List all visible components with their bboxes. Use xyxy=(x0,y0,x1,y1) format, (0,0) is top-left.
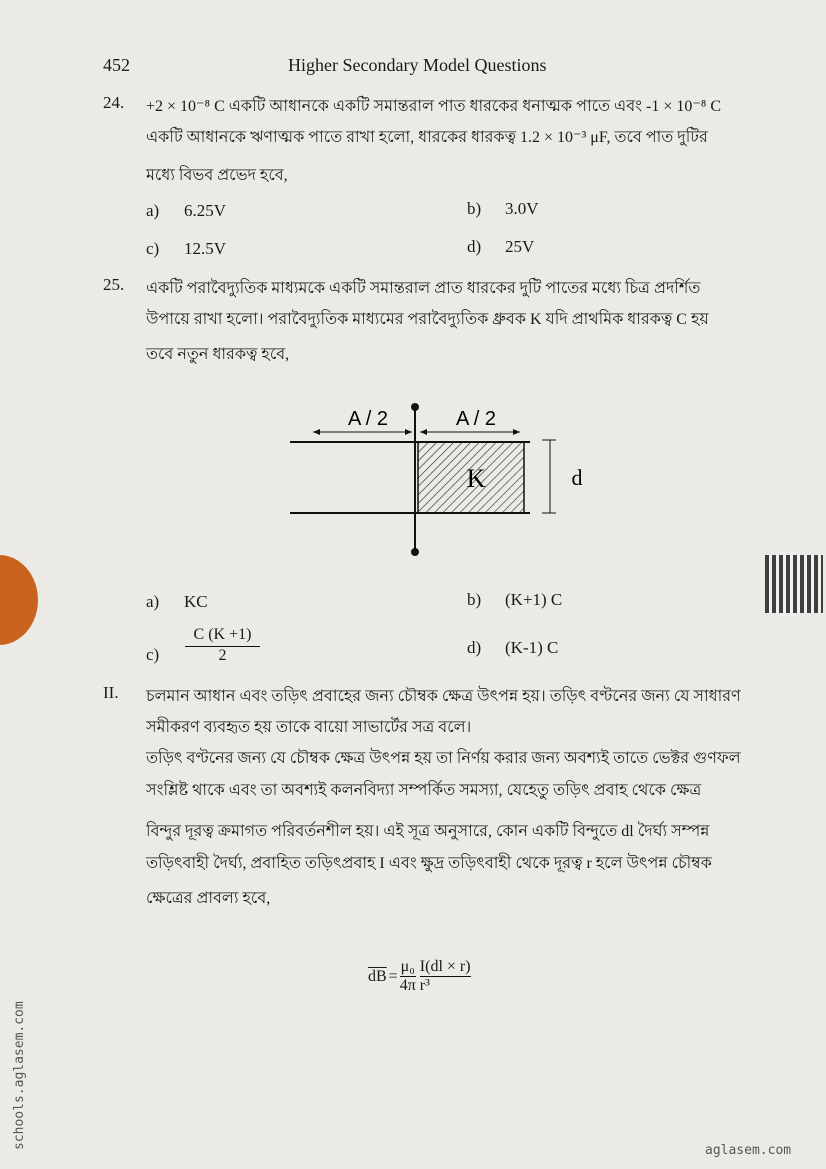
option-c-fraction: C (K +1) 2 xyxy=(185,626,260,665)
capacitor-diagram xyxy=(280,395,600,565)
option-c: c) xyxy=(146,645,160,664)
question-number: 24. xyxy=(103,93,125,112)
biot-savart-formula: $\overline{dB}$ = $\frac{\text{μ₀}}{4\pi}$ I(dl × r) r³ xyxy=(368,958,471,994)
paragraph-text: সংশ্লিষ্ট থাকে এবং তা অবশ্যই কলনবিদ্যা সম্পর্কিত সমস্যা, যেহেতু তড়িৎ প্রবাহ থেকে ক্ষেত্র xyxy=(146,782,702,799)
gap-label: d xyxy=(571,465,583,490)
bottom-watermark: aglasem.com xyxy=(705,1143,792,1158)
paragraph-text: তড়িৎ বণ্টনের জন্য যে চৌম্বক ক্ষেত্র উৎপন্ন হয় তা নির্ণয় করার জন্য অবশ্যই তাতে ভেক্টর গুণফল xyxy=(146,750,741,767)
question-text: তবে নতুন ধারকত্ব হবে, xyxy=(146,346,290,363)
paragraph-text: ক্ষেত্রের প্রাবল্য হবে, xyxy=(146,890,271,907)
qr-code xyxy=(765,555,823,613)
question-text: +2 × 10⁻⁸ C একটি আধানকে একটি সমান্তরাল পাত ধারকের ধনাত্মক পাতে এবং -1 × 10⁻⁸ C xyxy=(146,98,722,115)
option-a: a) KC xyxy=(146,592,208,611)
option-a: a) 6.25V xyxy=(146,201,227,220)
right-area-label: A / 2 xyxy=(455,408,497,430)
option-b: b) (K+1) C xyxy=(467,590,563,609)
question-number: 25. xyxy=(103,275,125,294)
question-text: মধ্যে বিভব প্রভেদ হবে, xyxy=(146,167,288,184)
side-watermark: schools.aglasem.com xyxy=(12,1001,27,1150)
page-header-title: Higher Secondary Model Questions xyxy=(288,55,547,75)
dielectric-label: K xyxy=(466,464,486,493)
paragraph-text: সমীকরণ ব্যবহৃত হয় তাকে বায়ো সাভার্টের সত্র বলে। xyxy=(146,719,472,736)
page-number: 452 xyxy=(103,55,130,75)
left-area-label: A / 2 xyxy=(347,408,389,430)
question-text: উপায়ে রাখা হলো। পরাবৈদ্যুতিক মাধ্যমের পরাবৈদ্যুতিক ধ্রুবক K যদি প্রাথমিক ধারকত্ব C হয় xyxy=(146,311,709,328)
question-text: একটি পরাবৈদ্যুতিক মাধ্যমকে একটি সমান্তরাল প্রাত ধারকের দুটি পাতের মধ্যে চিত্র প্রদর্শিত xyxy=(146,280,701,297)
paragraph-text: তড়িৎবাহী দৈর্ঘ্য, প্রবাহিত তড়িৎপ্রবাহ I এবং ক্ষুদ্র তড়িৎবাহী থেকে দূরত্ব r হলে উৎপন্ন চৌম্বক xyxy=(146,855,712,872)
paragraph-text: চলমান আধান এবং তড়িৎ প্রবাহের জন্য চৌম্বক ক্ষেত্র উৎপন্ন হয়। তড়িৎ বণ্টনের জন্য যে সাধারণ xyxy=(146,688,741,705)
question-text: একটি আধানকে ঋণাত্মক পাতে রাখা হলো, ধারকের ধারকত্ব 1.2 × 10⁻³ μF, তবে পাত দুটির xyxy=(146,129,708,146)
option-c: c) 12.5V xyxy=(146,239,227,258)
section-number: II. xyxy=(103,683,119,702)
option-d: d) 25V xyxy=(467,237,535,256)
option-b: b) 3.0V xyxy=(467,199,539,218)
option-d: d) (K-1) C xyxy=(467,638,559,657)
binder-hole-shadow xyxy=(0,555,38,645)
paragraph-text: বিন্দুর দূরত্ব ক্রমাগত পরিবর্তনশীল হয়। এই সূত্র অনুসারে, কোন একটি বিন্দুতে dl দৈর্ঘ্য সম্পন্ন xyxy=(146,823,710,840)
